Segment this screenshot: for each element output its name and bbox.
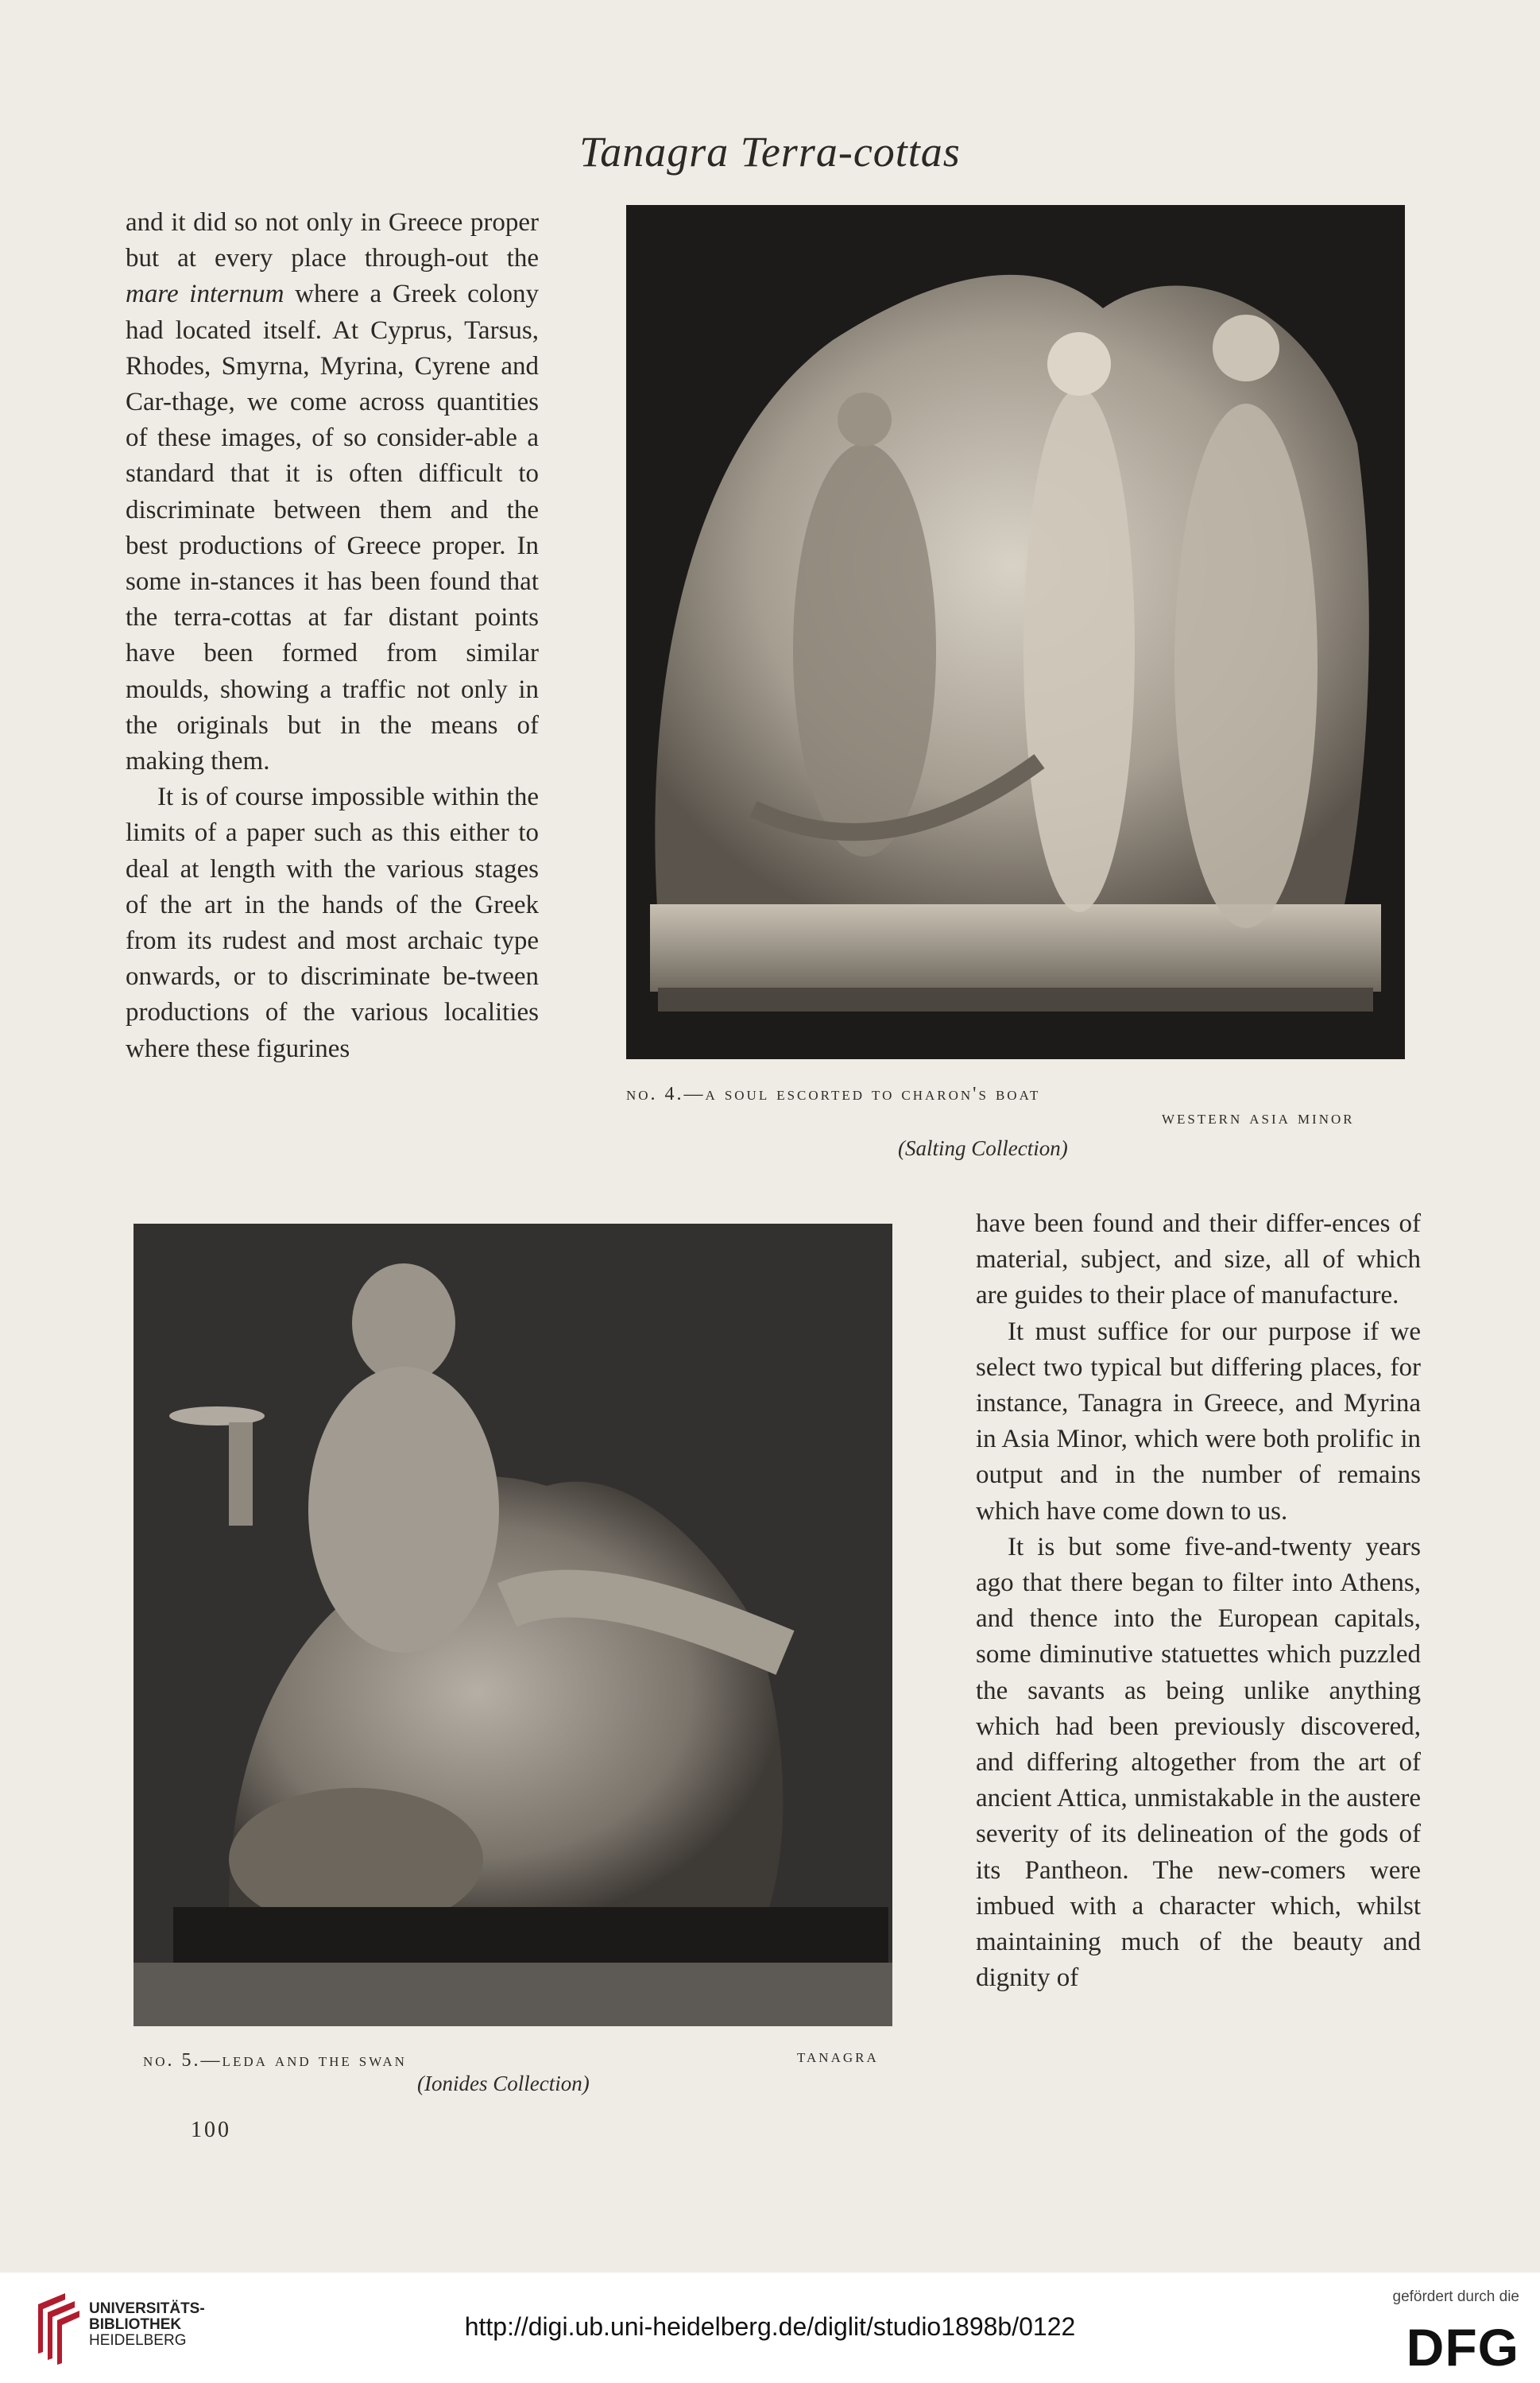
left-paragraph-1 [126, 205, 539, 780]
figure-5-collection: (Ionides Collection) [417, 2072, 590, 2095]
permalink-url[interactable]: http://digi.ub.uni-heidelberg.de/diglit/studio1898b/0122 [464, 2312, 1076, 2341]
dfg-logo: DFG [1406, 2318, 1519, 2377]
right-paragraph-2: It must suffice for our purpose if we select two typical but differing places, for instance, Tanagra in Greece, and Myrina in Asia Minor, which were both prolific in output and in the number of remains which have come down to us. [976, 1317, 1421, 1526]
library-line-1: UNIVERSITÄTS- [89, 2300, 205, 2317]
figure-5-location: tanagra [797, 2046, 879, 2067]
right-paragraph-3: It is but some five-and-twenty years ago that there began to filter into Athens, and thence into the European capitals, some diminutive statuettes which puzzled the savants as being unlike anything which had been previously discovered, and differing altogether from the art of ancient Attica, unmistakable in the austere severity of its delineation of the gods of its Pantheon. The new-comers were imbued with a character which, whilst maintaining much of the beauty and dignity of [976, 1532, 1421, 1993]
left-p1-text-b: where a Greek colony had located itself. At Cyprus, Tarsus, Rhodes, Smyrna, Myrina, Cyrene and Car-thage, we come across quantities of these images, of so consider-able a standard that it is often difficult to discriminate between them and the best productions of Greece proper. In some in-stances it has been found that the terra-cottas at far distant points have been formed from similar moulds, showing a traffic not only in the originals but in the means of making them. [126, 280, 539, 776]
leda-swan-image [133, 1224, 892, 2026]
funding-label: gefördert durch die [1392, 2288, 1519, 2305]
figure-4-caption: no. 4.—a soul escorted to charon's boat [626, 1084, 1041, 1104]
right-paragraph-1: have been found and their differ-ences of material, subject, and size, all of which are guides to their place of manufacture. [976, 1209, 1421, 1310]
left-p1-italic: mare internum [126, 280, 284, 309]
charon-relief-image [626, 205, 1405, 1059]
library-line-2: BIBLIOTHEK [89, 2316, 182, 2333]
figure-4-photo [626, 205, 1405, 1059]
left-paragraph-2: It is of course impossible within the limits of a paper such as this either to deal at length with the various stages of the art in the hands of the Greek from its rudest and most archaic type onwards, or to discriminate be-tween productions of the various localities where these figurines [126, 783, 539, 1063]
right-text-column [976, 1206, 1421, 1996]
figure-5-photo [133, 1224, 892, 2026]
running-head: Tanagra Terra-cottas [579, 128, 961, 176]
library-line-3: HEIDELBERG [89, 2332, 187, 2349]
left-text-column [126, 205, 539, 1067]
viewer-footer [0, 2273, 1540, 2383]
page-number: 100 [191, 2118, 231, 2142]
figure-4-location: western asia minor [1162, 1108, 1355, 1128]
left-p1-text-a: and it did so not only in Greece proper but at every place through-out the [126, 208, 539, 273]
figure-5-caption: no. 5.—leda and the swan [143, 2050, 407, 2071]
figure-4-collection: (Salting Collection) [898, 1136, 1068, 1160]
